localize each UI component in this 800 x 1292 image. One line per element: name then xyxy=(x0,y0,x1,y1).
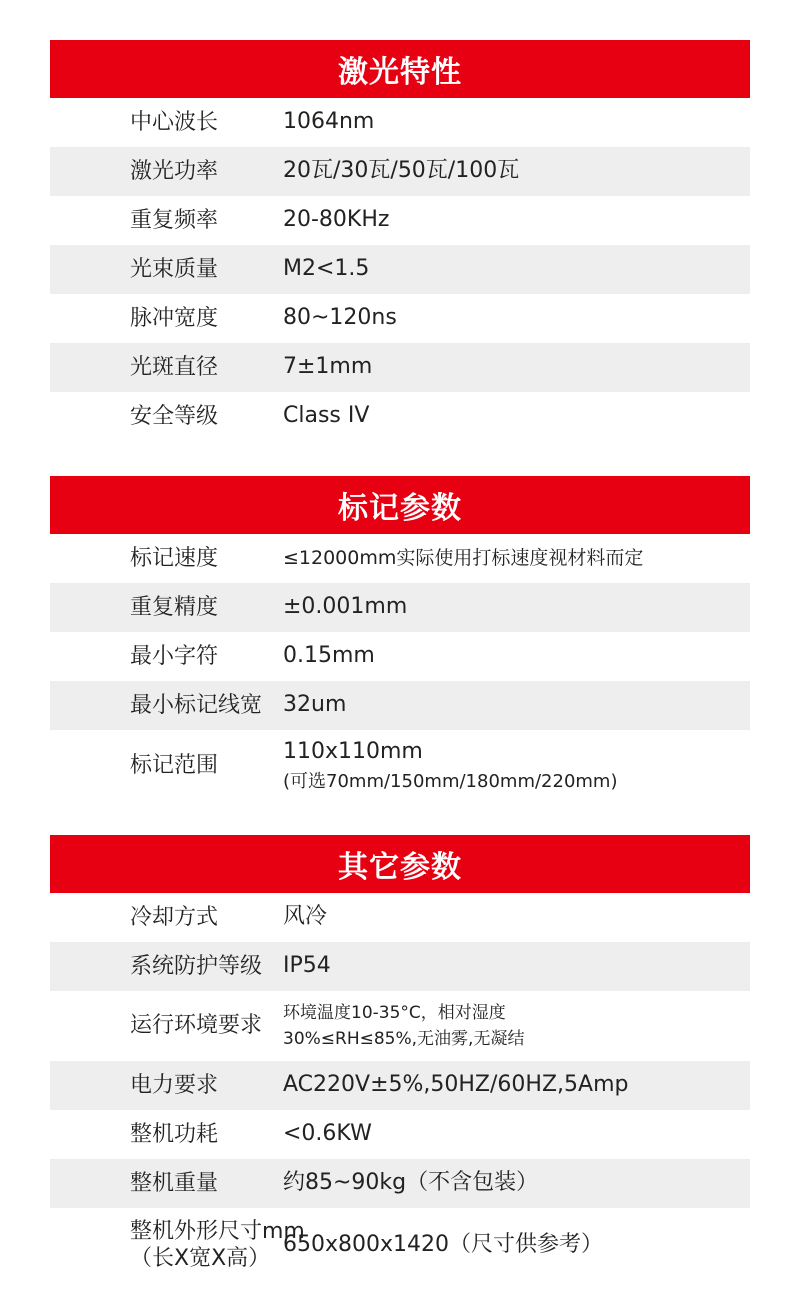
row-value-main: 110x110mm xyxy=(283,739,423,764)
row-label xyxy=(50,1218,305,1273)
row-label: 安全等级 xyxy=(130,403,219,429)
row-label: 运行环境要求 xyxy=(130,1013,263,1039)
table-row xyxy=(50,681,750,730)
row-label: 脉冲宽度 xyxy=(130,305,219,331)
table-row xyxy=(50,392,750,441)
table-row xyxy=(50,343,750,392)
row-value: 0.15mm xyxy=(283,643,375,669)
row-label-main: 整机外形尺寸mm xyxy=(130,1218,305,1244)
row-label: 整机功耗 xyxy=(130,1121,219,1147)
row-value: 1064nm xyxy=(283,109,375,135)
row-value: 风冷 xyxy=(283,904,328,930)
table-row xyxy=(50,942,750,991)
row-value xyxy=(283,1000,524,1053)
row-value-note: (可选70mm/150mm/180mm/220mm) xyxy=(283,771,618,793)
other-section-title: 其它参数 xyxy=(50,835,750,893)
table-row xyxy=(50,196,750,245)
row-value: Class IV xyxy=(283,403,370,429)
table-row xyxy=(50,893,750,942)
table-row xyxy=(50,1208,750,1282)
row-value: 20瓦/30瓦/50瓦/100瓦 xyxy=(283,158,520,184)
row-label: 最小字符 xyxy=(130,643,219,669)
table-row xyxy=(50,534,750,583)
row-value: 80~120ns xyxy=(283,305,397,331)
row-value: AC220V±5%,50HZ/60HZ,5Amp xyxy=(283,1072,629,1098)
table-row xyxy=(50,583,750,632)
row-label: 标记速度 xyxy=(130,545,219,571)
laser-section-title: 激光特性 xyxy=(50,40,750,98)
row-label: 激光功率 xyxy=(130,158,219,184)
row-value: 32um xyxy=(283,692,347,718)
row-value: 7±1mm xyxy=(283,354,373,380)
row-value: 20-80KHz xyxy=(283,207,390,233)
other-section xyxy=(50,835,750,1282)
row-value: 约85~90kg（不含包装） xyxy=(283,1170,539,1196)
marking-section xyxy=(50,476,750,802)
row-label: 冷却方式 xyxy=(130,904,219,930)
row-value: <0.6KW xyxy=(283,1121,372,1147)
table-row xyxy=(50,1159,750,1208)
row-value: IP54 xyxy=(283,953,331,979)
row-label-sub: （长X宽X高） xyxy=(130,1246,271,1271)
table-row xyxy=(50,1061,750,1110)
row-label: 系统防护等级 xyxy=(130,953,263,979)
row-label: 重复频率 xyxy=(130,207,219,233)
row-label: 重复精度 xyxy=(130,594,219,620)
row-value: 650x800x1420（尺寸供参考） xyxy=(283,1231,604,1257)
row-label: 中心波长 xyxy=(130,109,219,135)
table-row xyxy=(50,991,750,1061)
row-value: M2<1.5 xyxy=(283,256,370,282)
row-value: ±0.001mm xyxy=(283,594,408,620)
table-row xyxy=(50,245,750,294)
table-row xyxy=(50,632,750,681)
row-value-line2: 30%≤RH≤85%,无油雾,无凝结 xyxy=(283,1029,525,1049)
table-row xyxy=(50,1110,750,1159)
table-row xyxy=(50,98,750,147)
row-value xyxy=(283,739,618,793)
laser-section xyxy=(50,40,750,441)
row-label: 标记范围 xyxy=(130,753,219,779)
row-label: 最小标记线宽 xyxy=(130,692,263,718)
table-row xyxy=(50,147,750,196)
row-label: 光斑直径 xyxy=(130,354,219,380)
row-value: ≤12000mm实际使用打标速度视材料而定 xyxy=(283,547,644,570)
row-label: 电力要求 xyxy=(130,1072,219,1098)
marking-section-title: 标记参数 xyxy=(50,476,750,534)
table-row xyxy=(50,294,750,343)
row-label: 整机重量 xyxy=(130,1170,219,1196)
table-row xyxy=(50,730,750,802)
row-value-line1: 环境温度10-35°C，相对湿度 xyxy=(283,1002,506,1023)
row-label: 光束质量 xyxy=(130,256,219,282)
